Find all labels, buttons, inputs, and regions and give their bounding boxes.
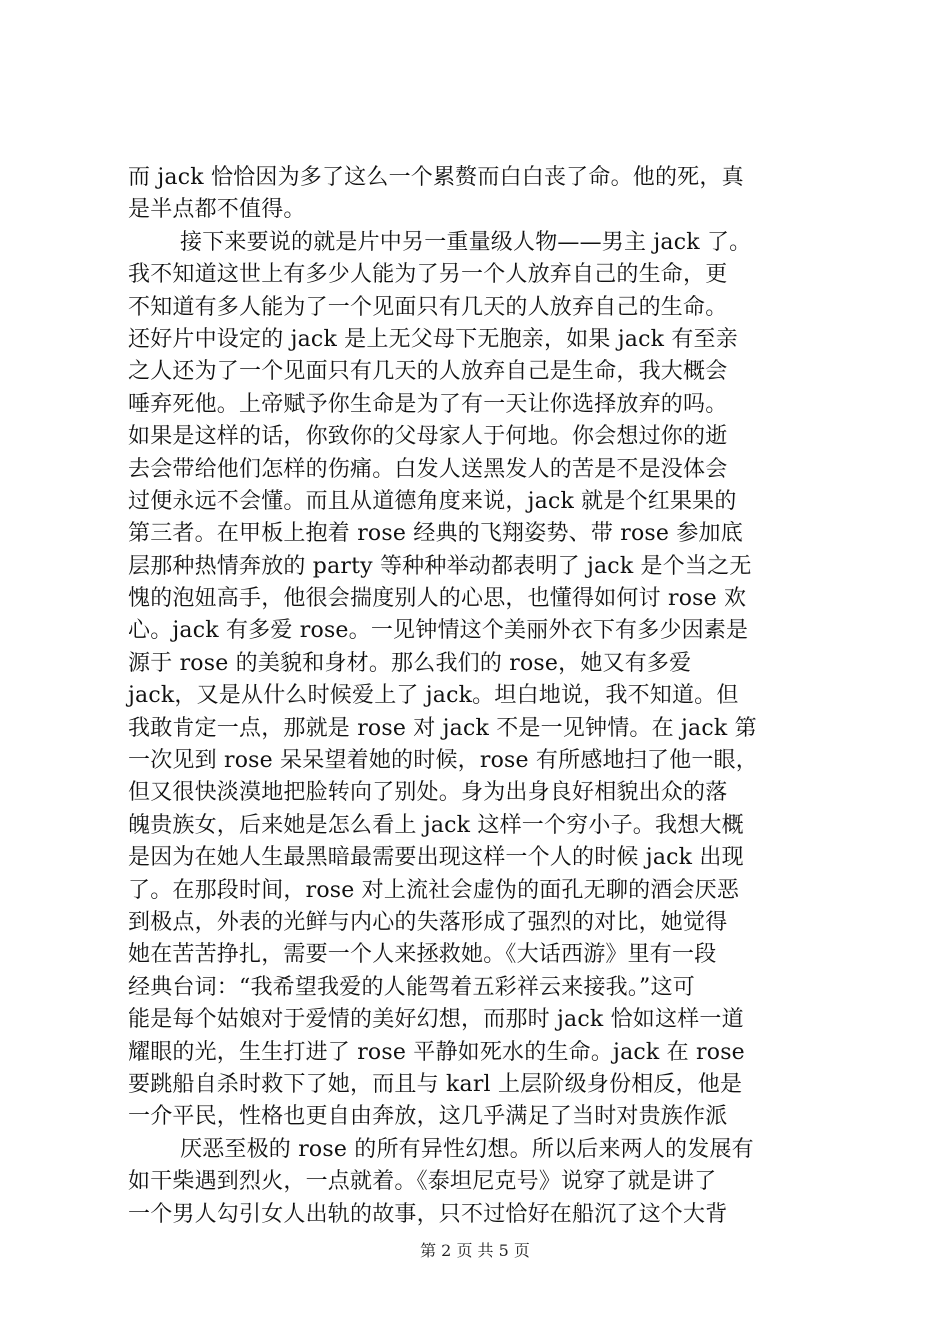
paragraph-start-line: 接下来要说的就是片中另一重量级人物——男主 jack 了。 <box>180 229 752 255</box>
page-number-footer: 第 2 页 共 5 页 <box>420 1241 530 1260</box>
text-line: 一介平民，性格也更自由奔放，这几乎满足了当时对贵族作派 <box>128 1104 728 1130</box>
text-line: 如干柴遇到烈火，一点就着。《泰坦尼克号》说穿了就是讲了 <box>128 1169 717 1195</box>
text-line: 一个男人勾引女人出轨的故事，只不过恰好在船沉了这个大背 <box>128 1201 728 1227</box>
text-line: 但又很快淡漠地把脸转向了别处。身为出身良好相貌出众的落 <box>128 780 728 806</box>
text-line: 而 jack 恰恰因为多了这么一个累赘而白白丧了命。他的死，真 <box>128 165 744 190</box>
text-line: 第三者。在甲板上抱着 rose 经典的飞翔姿势、带 rose 参加底 <box>128 521 743 547</box>
text-line: 到极点，外表的光鲜与内心的失落形成了强烈的对比，她觉得 <box>128 909 728 935</box>
text-line: 愧的泡妞高手，他很会揣度别人的心思，也懂得如何讨 rose 欢 <box>128 586 747 612</box>
text-line: 我敢肯定一点，那就是 rose 对 jack 不是一见钟情。在 jack 第 <box>128 715 757 741</box>
text-line: 她在苦苦挣扎，需要一个人来拯救她。《大话西游》里有一段 <box>128 942 717 968</box>
text-line: 经典台词：“我希望我爱的人能驾着五彩祥云来接我。”这可 <box>128 974 695 1000</box>
text-line: 我不知道这世上有多少人能为了另一个人放弃自己的生命，更 <box>128 262 728 288</box>
text-line: 如果是这样的话，你致你的父母家人于何地。你会想过你的逝 <box>128 424 728 450</box>
text-line: 之人还为了一个见面只有几天的人放弃自己是生命，我大概会 <box>128 359 728 385</box>
text-line: jack，又是从什么时候爱上了 jack。坦白地说，我不知道。但 <box>128 683 739 709</box>
text-line: 不知道有多人能为了一个见面只有几天的人放弃自己的生命。 <box>128 294 728 320</box>
text-line: 魄贵族女，后来她是怎么看上 jack 这样一个穷小子。我想大概 <box>128 812 744 838</box>
text-line: 层那种热情奔放的 party 等种种举动都表明了 jack 是个当之无 <box>128 553 752 579</box>
text-line: 耀眼的光，生生打进了 rose 平静如死水的生命。jack 在 rose <box>128 1039 745 1065</box>
text-line: 是半点都不值得。 <box>128 197 306 223</box>
text-line: 心。jack 有多爱 rose。一见钟情这个美丽外衣下有多少因素是 <box>128 618 749 644</box>
text-line: 源于 rose 的美貌和身材。那么我们的 rose，她又有多爱 <box>128 650 692 676</box>
text-line: 一次见到 rose 呆呆望着她的时候，rose 有所感地扫了他一眼， <box>128 748 758 774</box>
text-line: 能是每个姑娘对于爱情的美好幻想，而那时 jack 恰如这样一道 <box>128 1007 744 1033</box>
text-line: 还好片中设定的 jack 是上无父母下无胞亲，如果 jack 有至亲 <box>128 326 738 352</box>
text-line: 唾弃死他。上帝赋予你生命是为了有一天让你选择放弃的吗。 <box>128 391 728 417</box>
text-line: 过便永远不会懂。而且从道德角度来说，jack 就是个红果果的 <box>128 488 737 514</box>
text-line: 去会带给他们怎样的伤痛。白发人送黑发人的苦是不是没体会 <box>128 456 728 482</box>
body-text <box>128 162 833 1231</box>
paragraph-start-line: 厌恶至极的 rose 的所有异性幻想。所以后来两人的发展有 <box>180 1136 754 1162</box>
text-line: 是因为在她人生最黑暗最需要出现这样一个人的时候 jack 出现 <box>128 845 744 871</box>
text-line: 要跳船自杀时救下了她，而且与 karl 上层阶级身份相反，他是 <box>128 1071 743 1097</box>
text-line: 了。在那段时间，rose 对上流社会虚伪的面孔无聊的酒会厌恶 <box>128 877 740 903</box>
